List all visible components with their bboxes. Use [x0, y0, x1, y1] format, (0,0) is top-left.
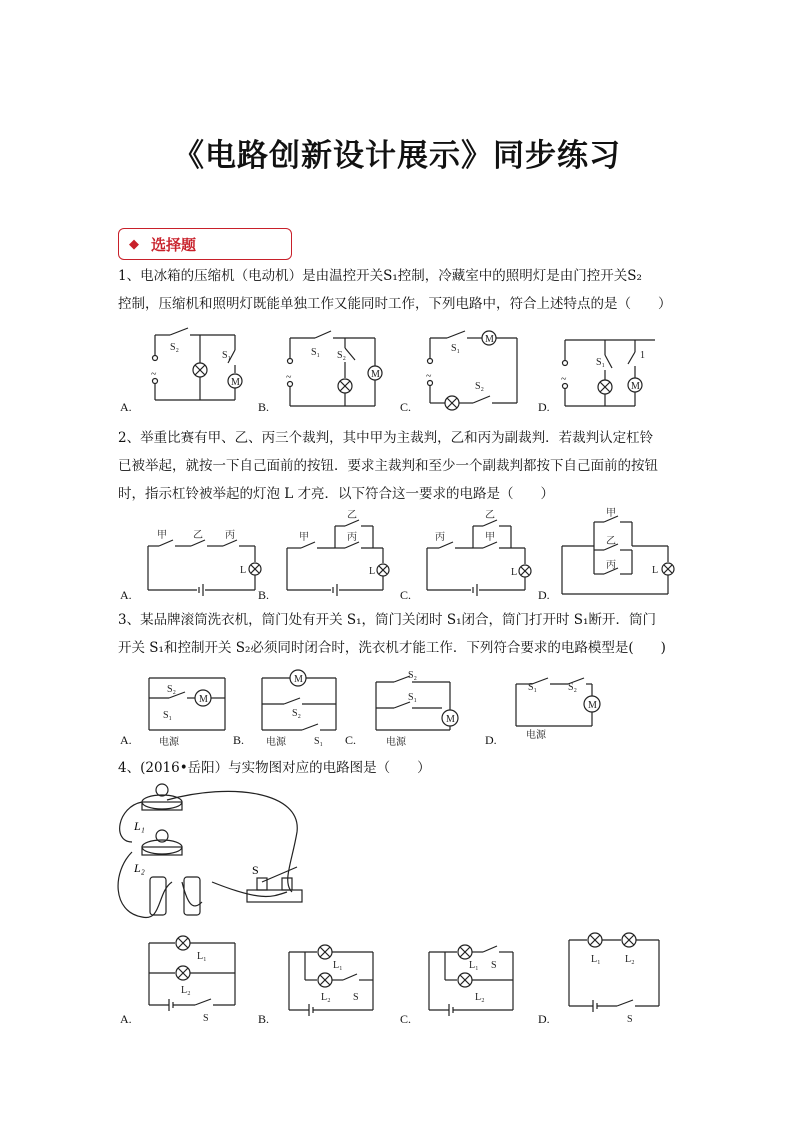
svg-text:乙: 乙 — [606, 536, 616, 547]
section-header — [118, 228, 292, 260]
section-label: 选择题 — [151, 235, 197, 254]
svg-text:丙: 丙 — [435, 532, 445, 543]
physical-circuit-image — [112, 782, 312, 927]
svg-text:S₁: S₁ — [451, 343, 461, 354]
svg-text:乙: 乙 — [485, 510, 495, 521]
svg-text:乙: 乙 — [347, 510, 357, 521]
svg-text:S₂: S₂ — [408, 670, 418, 681]
q1-option-a[interactable]: A. — [120, 400, 132, 414]
svg-text:S₁: S₁ — [408, 692, 418, 703]
svg-text:L₂: L₂ — [321, 992, 331, 1003]
q1-circuit-c — [425, 323, 525, 408]
svg-text:L: L — [511, 567, 518, 578]
question-1 — [118, 262, 678, 318]
svg-text:S₁: S₁ — [311, 347, 321, 358]
svg-text:~: ~ — [426, 371, 432, 382]
svg-text:电源: 电源 — [526, 730, 546, 741]
svg-text:丙: 丙 — [225, 530, 235, 541]
q2-option-d[interactable]: D. — [538, 588, 550, 602]
q3-option-d[interactable]: D. — [485, 733, 497, 747]
question-2-line-3: 时，指示杠铃被举起的灯泡 L 才亮．以下符合这一要求的电路是（ ） — [118, 486, 555, 502]
svg-text:~: ~ — [561, 374, 567, 385]
label-l2: L₂ — [134, 861, 145, 875]
label-s: S — [252, 863, 259, 877]
svg-text:M: M — [199, 694, 208, 705]
svg-text:1: 1 — [640, 350, 645, 361]
svg-text:L₁: L₁ — [197, 951, 207, 962]
svg-text:S₂: S₂ — [337, 350, 347, 361]
q3-circuit-d — [512, 672, 607, 744]
question-4 — [118, 754, 678, 782]
q4-circuit-c — [425, 938, 520, 1023]
svg-text:电源: 电源 — [266, 737, 286, 748]
q4-option-c[interactable]: C. — [400, 1012, 412, 1026]
q4-option-b[interactable]: B. — [258, 1012, 270, 1026]
svg-text:L₁: L₁ — [469, 960, 479, 971]
svg-text:甲: 甲 — [606, 508, 616, 519]
q1-option-b[interactable]: B. — [258, 400, 270, 414]
svg-text:M: M — [485, 334, 494, 345]
svg-text:S₂: S₂ — [568, 682, 578, 693]
q2-circuit-c — [423, 508, 538, 600]
q3-circuit-a — [145, 668, 233, 746]
svg-text:M: M — [371, 369, 380, 380]
label-l1: L₁ — [134, 819, 145, 833]
svg-text:S: S — [203, 1013, 209, 1024]
label-s1: S₁ — [222, 350, 232, 361]
q1-option-d[interactable]: D. — [538, 400, 550, 414]
svg-text:丙: 丙 — [606, 560, 616, 571]
q3-option-c[interactable]: C. — [345, 733, 357, 747]
q4-option-d[interactable]: D. — [538, 1012, 550, 1026]
q2-option-c[interactable]: C. — [400, 588, 412, 602]
svg-text:电源: 电源 — [159, 737, 179, 748]
svg-text:L₁: L₁ — [333, 960, 343, 971]
svg-text:S: S — [353, 992, 359, 1003]
label-s2: S₂ — [170, 342, 180, 353]
svg-text:电源: 电源 — [386, 737, 406, 748]
question-3-line-2: 开关 S₁和控制开关 S₂必须同时闭合时，洗衣机才能工作．下列符合要求的电路模型是( ) — [118, 640, 666, 656]
question-1-line-2: 控制，压缩机和照明灯既能单独工作又能同时工作，下列电路中，符合上述特点的是（ ） — [118, 296, 672, 312]
q3-circuit-b — [258, 668, 343, 746]
svg-text:S: S — [627, 1014, 633, 1025]
question-1-line-1: 1、电冰箱的压缩机（电动机）是由温控开关S₁控制，冷藏室中的照明灯是由门控开关S₂ — [118, 268, 642, 284]
q1-circuit-d — [560, 330, 660, 412]
svg-text:L₂: L₂ — [181, 985, 191, 996]
svg-text:M: M — [588, 700, 597, 711]
motor-label: M — [231, 377, 240, 388]
page-title: 《电路创新设计展示》同步练习 — [173, 138, 621, 174]
svg-text:甲: 甲 — [485, 532, 495, 543]
svg-text:S₁: S₁ — [596, 357, 606, 368]
svg-text:L₂: L₂ — [475, 992, 485, 1003]
question-3-line-1: 3、某品牌滚筒洗衣机，筒门处有开关 S₁，筒门关闭时 S₁闭合，筒门打开时 S₁断开．筒门 — [118, 612, 656, 628]
diamond-icon: ◆ — [129, 236, 139, 252]
ac-symbol: ~ — [151, 369, 157, 380]
question-2-line-1: 2、举重比赛有甲、乙、丙三个裁判，其中甲为主裁判，乙和丙为副裁判．若裁判认定杠铃 — [118, 430, 654, 446]
svg-text:S₁: S₁ — [163, 710, 173, 721]
question-4-line-1: 4、(2016•岳阳）与实物图对应的电路图是（ ） — [118, 760, 431, 776]
svg-text:S₂: S₂ — [292, 708, 302, 719]
svg-text:L: L — [240, 565, 247, 576]
svg-text:S₁: S₁ — [314, 736, 324, 747]
q2-circuit-d — [558, 506, 683, 601]
svg-text:S₂: S₂ — [475, 381, 485, 392]
q2-option-a[interactable]: A. — [120, 588, 132, 602]
q4-circuit-a — [145, 933, 245, 1023]
svg-text:乙: 乙 — [193, 530, 203, 541]
svg-text:M: M — [446, 714, 455, 725]
svg-text:~: ~ — [286, 372, 292, 383]
q2-circuit-b — [283, 508, 395, 600]
svg-text:M: M — [294, 674, 303, 685]
svg-text:丙: 丙 — [347, 532, 357, 543]
svg-text:甲: 甲 — [157, 530, 167, 541]
q1-circuit-a — [150, 325, 250, 405]
question-2-line-2: 已被举起，就按一下自己面前的按钮．要求主裁判和至少一个副裁判都按下自己面前的按钮 — [118, 458, 658, 474]
svg-text:L: L — [652, 565, 659, 576]
q2-circuit-a — [145, 528, 270, 598]
q3-option-b[interactable]: B. — [233, 733, 245, 747]
q2-option-b[interactable]: B. — [258, 588, 270, 602]
q1-circuit-b — [285, 328, 390, 410]
q1-option-c[interactable]: C. — [400, 400, 412, 414]
q4-circuit-d — [565, 930, 665, 1025]
svg-text:S₁: S₁ — [528, 682, 538, 693]
svg-text:L₁: L₁ — [591, 954, 601, 965]
svg-text:L: L — [369, 566, 376, 577]
svg-text:S: S — [491, 960, 497, 971]
svg-text:L₂: L₂ — [625, 954, 635, 965]
q3-circuit-c — [372, 668, 462, 746]
q3-option-a[interactable]: A. — [120, 733, 132, 747]
q4-circuit-b — [285, 938, 380, 1023]
question-2 — [118, 424, 678, 508]
q4-option-a[interactable]: A. — [120, 1012, 132, 1026]
svg-text:M: M — [631, 381, 640, 392]
svg-text:S₂: S₂ — [167, 684, 177, 695]
question-3 — [118, 606, 678, 662]
svg-text:甲: 甲 — [299, 532, 309, 543]
